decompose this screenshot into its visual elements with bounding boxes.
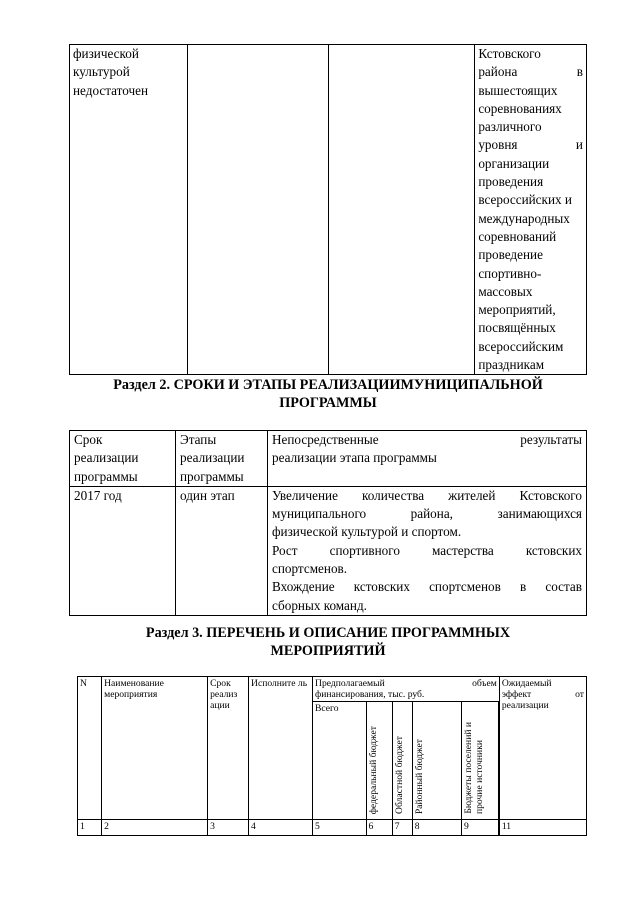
cell-line: Рост спортивного мастерства кстовских — [272, 542, 582, 558]
cell-line: проведение — [478, 247, 543, 263]
heading-line: Раздел 3. ПЕРЕЧЕНЬ И ОПИСАНИЕ ПРОГРАММНЫХ — [145, 625, 511, 641]
cell-line: спортивно- — [478, 265, 542, 281]
cell-line: всероссийских и — [478, 192, 572, 208]
cell-line — [315, 678, 497, 689]
cell-line: физической — [73, 46, 139, 61]
header-cell-federal — [366, 702, 392, 820]
cell-line: Кстовского — [478, 46, 541, 61]
spacer-cell — [498, 702, 499, 820]
vertical-label: прочие источники — [474, 740, 485, 814]
heading-line: Раздел 2. СРОКИ И ЭТАПЫ РЕАЛИЗАЦИИМУНИЦИПАЛЬНОЙ — [113, 377, 543, 393]
header-cell-total: Всего — [313, 702, 367, 820]
cell-line: спортсменов. — [272, 561, 348, 577]
header-cell-name: Наименование мероприятия — [102, 677, 208, 820]
cell-term: 2017 год — [70, 486, 176, 615]
cell-line: организации — [478, 155, 550, 171]
cell-line: различного — [478, 119, 542, 135]
cell-line: финансирования, тыс. руб. — [315, 689, 425, 700]
cell-word: Предполагаемый — [315, 678, 385, 689]
activities-table — [77, 676, 587, 836]
cell-line: сборных команд. — [272, 597, 367, 613]
stages-table — [69, 430, 587, 616]
continuation-table — [69, 44, 587, 375]
cell-line: реализации — [74, 450, 139, 466]
cell-word: от — [575, 689, 584, 700]
table-row-numbers — [78, 820, 587, 836]
number-cell: 2 — [102, 820, 208, 836]
header-cell-regional — [392, 702, 412, 820]
cell-line: соревнованиях — [478, 100, 562, 116]
cell-line: посвящённых — [478, 320, 556, 336]
number-cell: 5 — [313, 820, 367, 836]
cell-line: Вхождение кстовских спортсменов в состав — [272, 579, 582, 595]
heading-line: МЕРОПРИЯТИЙ — [270, 643, 386, 659]
vertical-label: Областной бюджет — [393, 736, 405, 814]
number-cell: 1 — [78, 820, 102, 836]
header-cell-n: N — [78, 677, 102, 820]
cell-line: массовых — [478, 283, 533, 299]
cell-line: культурой — [73, 64, 130, 80]
cell-line: международных — [478, 210, 570, 226]
header-cell-stages — [176, 431, 268, 487]
cell-line: соревнований — [478, 228, 557, 244]
header-cell-results — [268, 431, 587, 487]
cell-results — [268, 486, 587, 615]
cell-word: объем — [472, 678, 497, 689]
cell-line: программы — [180, 468, 244, 484]
cell-stage: один этап — [176, 486, 268, 615]
vertical-label: Районный бюджет — [413, 738, 425, 814]
cell-line: Срок — [74, 432, 103, 447]
cell-line: программы — [74, 468, 138, 484]
cell-line: Увеличение количества жителей Кстовского — [272, 487, 582, 503]
cell-line: мероприятий, — [478, 302, 556, 318]
table-header-row — [78, 677, 587, 702]
cell-word: эффект — [501, 689, 532, 700]
table-cell — [329, 45, 475, 375]
table-row — [70, 486, 587, 615]
number-cell: 8 — [412, 820, 461, 836]
cell-line: муниципального района, занимающихся — [272, 506, 582, 522]
number-cell: 3 — [208, 820, 249, 836]
vertical-label: федеральный бюджет — [367, 725, 379, 814]
number-cell: 7 — [392, 820, 412, 836]
cell-line: реализации — [501, 700, 549, 711]
cell-word: Непосредственные — [272, 432, 379, 447]
cell-line: физической культурой и спортом. — [272, 524, 462, 540]
cell-line: района в — [478, 64, 583, 80]
cell-line: Ожидаемый — [501, 678, 552, 689]
vertical-label: Бюджеты поселений и — [463, 722, 474, 814]
heading-line: ПРОГРАММЫ — [279, 395, 377, 411]
table-cell — [475, 45, 587, 375]
header-cell-term: Срок реализ ации — [208, 677, 249, 820]
number-cell: 6 — [366, 820, 392, 836]
cell-line: недостаточен — [73, 82, 149, 98]
header-cell-effect — [499, 677, 586, 820]
header-cell-executor: Исполните ль — [249, 677, 313, 820]
cell-line: уровня и — [478, 137, 583, 153]
section-3-heading — [69, 624, 587, 660]
header-cell-settlements — [462, 702, 499, 820]
cell-line: вышестоящих — [478, 82, 558, 98]
number-cell: 11 — [499, 820, 586, 836]
cell-line — [502, 689, 584, 700]
header-cell-district — [412, 702, 461, 820]
table-header-row — [70, 431, 587, 487]
cell-line: всероссийским — [478, 338, 564, 354]
header-cell-term — [70, 431, 176, 487]
table-cell — [187, 45, 329, 375]
table-row — [70, 45, 587, 375]
cell-line — [272, 431, 582, 449]
number-cell: 4 — [249, 820, 313, 836]
header-cell-funding — [313, 677, 500, 702]
number-cell: 9 — [462, 820, 499, 836]
table-cell — [70, 45, 188, 375]
cell-line: Этапы — [180, 432, 217, 447]
cell-line: праздникам — [478, 357, 545, 373]
cell-line: проведения — [478, 174, 544, 190]
section-2-heading — [69, 376, 587, 412]
cell-word: результаты — [520, 432, 582, 447]
cell-line: реализации — [180, 450, 245, 466]
cell-line: реализации этапа программы — [272, 450, 437, 466]
